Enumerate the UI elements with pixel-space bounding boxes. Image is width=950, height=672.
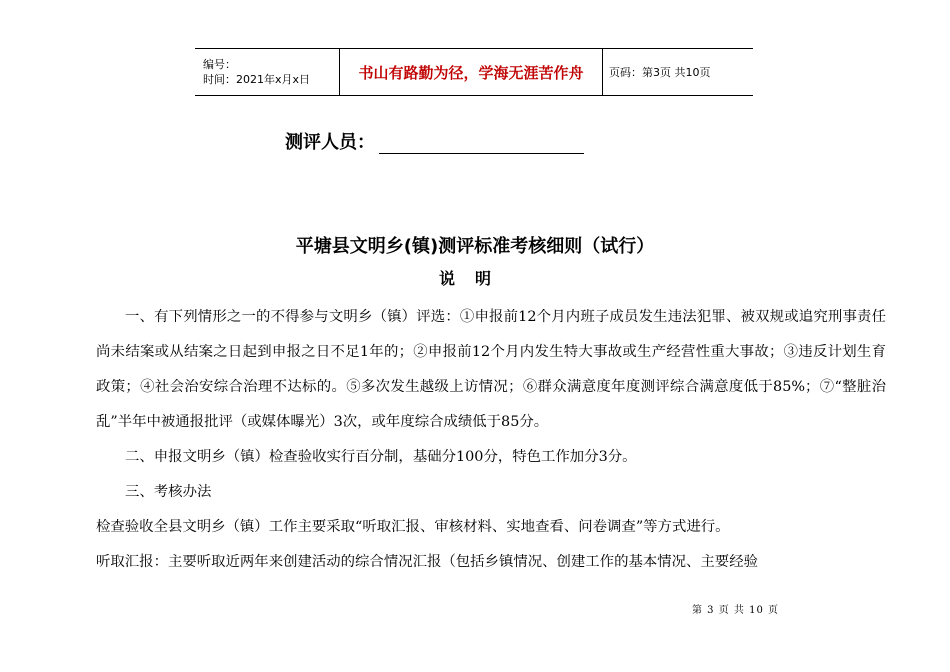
- page-info: 页码：第3页 共10页: [609, 66, 711, 79]
- header-motto-cell: [340, 49, 603, 95]
- header-left-cell: [195, 49, 340, 95]
- time-label: 时间：2021年x月x日: [203, 73, 311, 86]
- paragraph-4: 检查验收全县文明乡（镇）工作主要采取“听取汇报、审核材料、实地查看、问卷调查”等方式进行。: [96, 519, 730, 535]
- motto-text: 书山有路勤为径，学海无涯苦作舟: [358, 63, 584, 82]
- paragraph-5: 听取汇报：主要听取近两年来创建活动的综合情况汇报（包括乡镇情况、创建工作的基本情况、主要经验: [96, 554, 758, 570]
- paragraph-3: 三、考核办法: [125, 484, 212, 500]
- header-page-cell: [603, 49, 753, 95]
- evaluator-label: 测评人员：: [285, 132, 375, 153]
- number-label: 编号：: [203, 58, 236, 71]
- document-body: [96, 300, 886, 580]
- evaluator-blank-line: [379, 133, 584, 154]
- header-table: [195, 48, 753, 96]
- document-subtitle: 说明: [438, 269, 511, 288]
- evaluator-field: [285, 128, 584, 154]
- page-footer: 第 3 页 共 10 页: [692, 605, 779, 616]
- document-title: 平塘县文明乡(镇)测评标准考核细则（试行）: [295, 236, 655, 257]
- paragraph-1: 一、有下列情形之一的不得参与文明乡（镇）评选：①申报前12个月内班子成员发生违法犯罪、被双规或追究刑事责任尚未结案或从结案之日起到申报之日不足1年的；②申报前12个月内发生特大事故或生产经营性重大事故；③违反计划生育政策；④社会治安综合治理不达标的。⑤多次发生越级上访情况；⑥群众满意度年度测评综合满意度低于85%；⑦“整脏治乱”半年中被通报批评（或媒体曝光）3次，或年度综合成绩低于85分。: [96, 309, 886, 430]
- paragraph-2: 二、申报文明乡（镇）检查验收实行百分制，基础分100分，特色工作加分3分。: [125, 449, 637, 465]
